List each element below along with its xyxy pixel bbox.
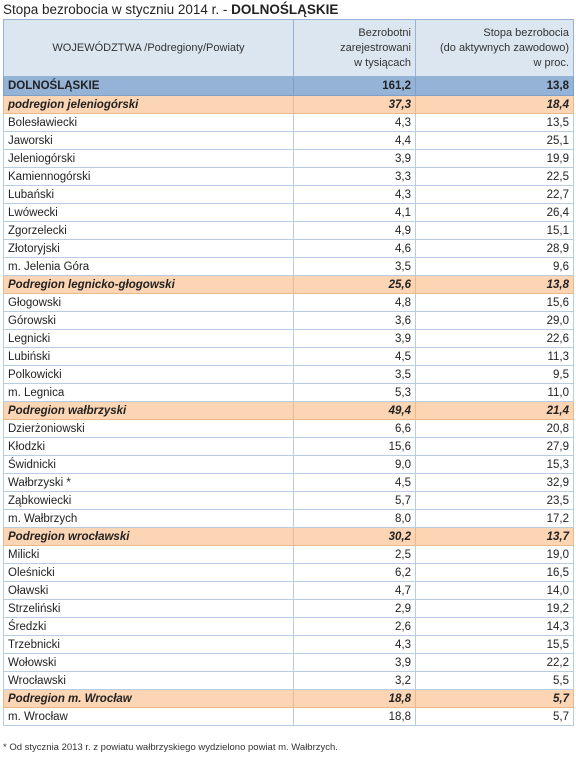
header-unemployed-line: Bezrobotni (358, 26, 411, 39)
row-unemployed-cell: 30,2 (294, 528, 416, 546)
subregion-row (4, 528, 574, 546)
header-unemployed-line: zarejestrowani (340, 41, 411, 54)
row-unemployed-cell: 15,6 (294, 438, 416, 456)
table-row (4, 438, 574, 456)
row-name-cell: Ząbkowiecki (4, 492, 294, 510)
row-unemployed-cell: 3,6 (294, 312, 416, 330)
row-rate-cell: 14,3 (416, 618, 574, 636)
row-unemployed-cell: 4,8 (294, 294, 416, 312)
row-rate-cell: 32,9 (416, 474, 574, 492)
footnote: * Od stycznia 2013 r. z powiatu wałbrzyskiego wydzielono powiat m. Wałbrzych. (3, 742, 338, 753)
row-name-cell: Polkowicki (4, 366, 294, 384)
page-title (3, 2, 338, 17)
row-unemployed-cell: 4,7 (294, 582, 416, 600)
row-unemployed-cell: 3,9 (294, 654, 416, 672)
row-name-cell: Oleśnicki (4, 564, 294, 582)
row-name-cell: m. Wałbrzych (4, 510, 294, 528)
table-row (4, 546, 574, 564)
row-name-cell: Podregion wałbrzyski (4, 402, 294, 420)
row-rate-cell: 17,2 (416, 510, 574, 528)
row-name-cell: Głogowski (4, 294, 294, 312)
table-row (4, 582, 574, 600)
row-unemployed-cell: 4,3 (294, 186, 416, 204)
row-unemployed-cell: 2,6 (294, 618, 416, 636)
table-row (4, 420, 574, 438)
table-row (4, 240, 574, 258)
table-row (4, 600, 574, 618)
table-row (4, 114, 574, 132)
table-row (4, 348, 574, 366)
row-name-cell: Podregion m. Wrocław (4, 690, 294, 708)
row-unemployed-cell: 4,5 (294, 348, 416, 366)
row-rate-cell: 15,3 (416, 456, 574, 474)
row-rate-cell: 28,9 (416, 240, 574, 258)
row-rate-cell: 27,9 (416, 438, 574, 456)
row-rate-cell: 14,0 (416, 582, 574, 600)
table-row (4, 132, 574, 150)
row-rate-cell: 26,4 (416, 204, 574, 222)
table-body (4, 77, 574, 726)
header-unemployed-line: w tysiącach (354, 56, 411, 69)
row-name-cell: Zgorzelecki (4, 222, 294, 240)
row-unemployed-cell: 37,3 (294, 96, 416, 114)
table-row (4, 312, 574, 330)
row-rate-cell: 13,8 (416, 77, 574, 96)
row-unemployed-cell: 2,9 (294, 600, 416, 618)
row-unemployed-cell: 4,4 (294, 132, 416, 150)
table-row (4, 150, 574, 168)
header-region-column: WOJEWÓDZTWA /Podregiony/Powiaty (4, 20, 294, 77)
table-row (4, 474, 574, 492)
row-unemployed-cell: 3,9 (294, 330, 416, 348)
subregion-row (4, 276, 574, 294)
row-rate-cell: 22,7 (416, 186, 574, 204)
row-name-cell: Wałbrzyski * (4, 474, 294, 492)
table-header-row (4, 20, 574, 77)
row-rate-cell: 18,4 (416, 96, 574, 114)
row-unemployed-cell: 3,5 (294, 366, 416, 384)
row-name-cell: Lubański (4, 186, 294, 204)
row-name-cell: Dzierżoniowski (4, 420, 294, 438)
unemployment-table (3, 19, 574, 726)
row-unemployed-cell: 5,7 (294, 492, 416, 510)
row-name-cell: Złotoryjski (4, 240, 294, 258)
row-name-cell: Wrocławski (4, 672, 294, 690)
title-prefix: Stopa bezrobocia w styczniu 2014 r. - (3, 2, 232, 17)
row-rate-cell: 15,6 (416, 294, 574, 312)
title-region: DOLNOŚLĄSKIE (231, 2, 339, 17)
table-row (4, 564, 574, 582)
row-unemployed-cell: 3,2 (294, 672, 416, 690)
table-row (4, 330, 574, 348)
row-unemployed-cell: 3,5 (294, 258, 416, 276)
row-name-cell: podregion jeleniogórski (4, 96, 294, 114)
row-name-cell: Lwówecki (4, 204, 294, 222)
row-unemployed-cell: 49,4 (294, 402, 416, 420)
row-name-cell: Kamiennogórski (4, 168, 294, 186)
row-rate-cell: 15,5 (416, 636, 574, 654)
table-row (4, 672, 574, 690)
row-name-cell: Podregion legnicko-głogowski (4, 276, 294, 294)
row-rate-cell: 20,8 (416, 420, 574, 438)
row-name-cell: Bolesławiecki (4, 114, 294, 132)
subregion-row (4, 402, 574, 420)
row-unemployed-cell: 4,3 (294, 636, 416, 654)
row-unemployed-cell: 4,9 (294, 222, 416, 240)
row-rate-cell: 19,9 (416, 150, 574, 168)
row-unemployed-cell: 161,2 (294, 77, 416, 96)
header-unemployed-column (294, 20, 416, 77)
row-rate-cell: 19,2 (416, 600, 574, 618)
row-unemployed-cell: 8,0 (294, 510, 416, 528)
row-name-cell: Jeleniogórski (4, 150, 294, 168)
row-rate-cell: 23,5 (416, 492, 574, 510)
row-unemployed-cell: 18,8 (294, 690, 416, 708)
row-name-cell: Milicki (4, 546, 294, 564)
row-rate-cell: 29,0 (416, 312, 574, 330)
row-unemployed-cell: 6,2 (294, 564, 416, 582)
row-name-cell: Podregion wrocławski (4, 528, 294, 546)
row-unemployed-cell: 4,6 (294, 240, 416, 258)
row-name-cell: m. Wrocław (4, 708, 294, 726)
header-rate-column (416, 20, 574, 77)
row-rate-cell: 11,3 (416, 348, 574, 366)
table-row (4, 456, 574, 474)
row-unemployed-cell: 9,0 (294, 456, 416, 474)
table-row (4, 366, 574, 384)
row-unemployed-cell: 3,3 (294, 168, 416, 186)
row-rate-cell: 11,0 (416, 384, 574, 402)
row-rate-cell: 22,5 (416, 168, 574, 186)
row-rate-cell: 22,6 (416, 330, 574, 348)
table-row (4, 510, 574, 528)
table-row (4, 294, 574, 312)
row-rate-cell: 22,2 (416, 654, 574, 672)
table-row (4, 618, 574, 636)
row-name-cell: Wołowski (4, 654, 294, 672)
row-rate-cell: 16,5 (416, 564, 574, 582)
row-name-cell: Strzeliński (4, 600, 294, 618)
row-unemployed-cell: 18,8 (294, 708, 416, 726)
row-rate-cell: 13,5 (416, 114, 574, 132)
row-name-cell: Legnicki (4, 330, 294, 348)
row-name-cell: Trzebnicki (4, 636, 294, 654)
row-name-cell: Świdnicki (4, 456, 294, 474)
row-name-cell: Górowski (4, 312, 294, 330)
row-name-cell: Kłodzki (4, 438, 294, 456)
table-row (4, 708, 574, 726)
row-name-cell: m. Jelenia Góra (4, 258, 294, 276)
row-unemployed-cell: 3,9 (294, 150, 416, 168)
header-rate-line: (do aktywnych zawodowo) (439, 41, 569, 54)
header-rate-line: Stopa bezrobocia (483, 26, 569, 39)
row-unemployed-cell: 6,6 (294, 420, 416, 438)
row-rate-cell: 5,5 (416, 672, 574, 690)
row-name-cell: DOLNOŚLĄSKIE (4, 77, 294, 96)
row-rate-cell: 5,7 (416, 708, 574, 726)
row-unemployed-cell: 4,5 (294, 474, 416, 492)
row-unemployed-cell: 25,6 (294, 276, 416, 294)
row-rate-cell: 13,7 (416, 528, 574, 546)
row-name-cell: Średzki (4, 618, 294, 636)
header-rate-line: w proc. (533, 56, 569, 69)
row-unemployed-cell: 5,3 (294, 384, 416, 402)
row-unemployed-cell: 2,5 (294, 546, 416, 564)
table-row (4, 384, 574, 402)
subregion-row (4, 96, 574, 114)
row-rate-cell: 25,1 (416, 132, 574, 150)
region-row (4, 77, 574, 96)
row-rate-cell: 5,7 (416, 690, 574, 708)
table-row (4, 636, 574, 654)
row-rate-cell: 13,8 (416, 276, 574, 294)
table-row (4, 168, 574, 186)
table-row (4, 222, 574, 240)
row-rate-cell: 19,0 (416, 546, 574, 564)
table-row (4, 204, 574, 222)
row-rate-cell: 9,5 (416, 366, 574, 384)
table-row (4, 258, 574, 276)
row-name-cell: Lubiński (4, 348, 294, 366)
row-rate-cell: 9,6 (416, 258, 574, 276)
subregion-row (4, 690, 574, 708)
table-row (4, 654, 574, 672)
row-unemployed-cell: 4,3 (294, 114, 416, 132)
row-name-cell: m. Legnica (4, 384, 294, 402)
table-row (4, 186, 574, 204)
row-unemployed-cell: 4,1 (294, 204, 416, 222)
row-name-cell: Jaworski (4, 132, 294, 150)
row-rate-cell: 15,1 (416, 222, 574, 240)
table-row (4, 492, 574, 510)
row-name-cell: Oławski (4, 582, 294, 600)
row-rate-cell: 21,4 (416, 402, 574, 420)
